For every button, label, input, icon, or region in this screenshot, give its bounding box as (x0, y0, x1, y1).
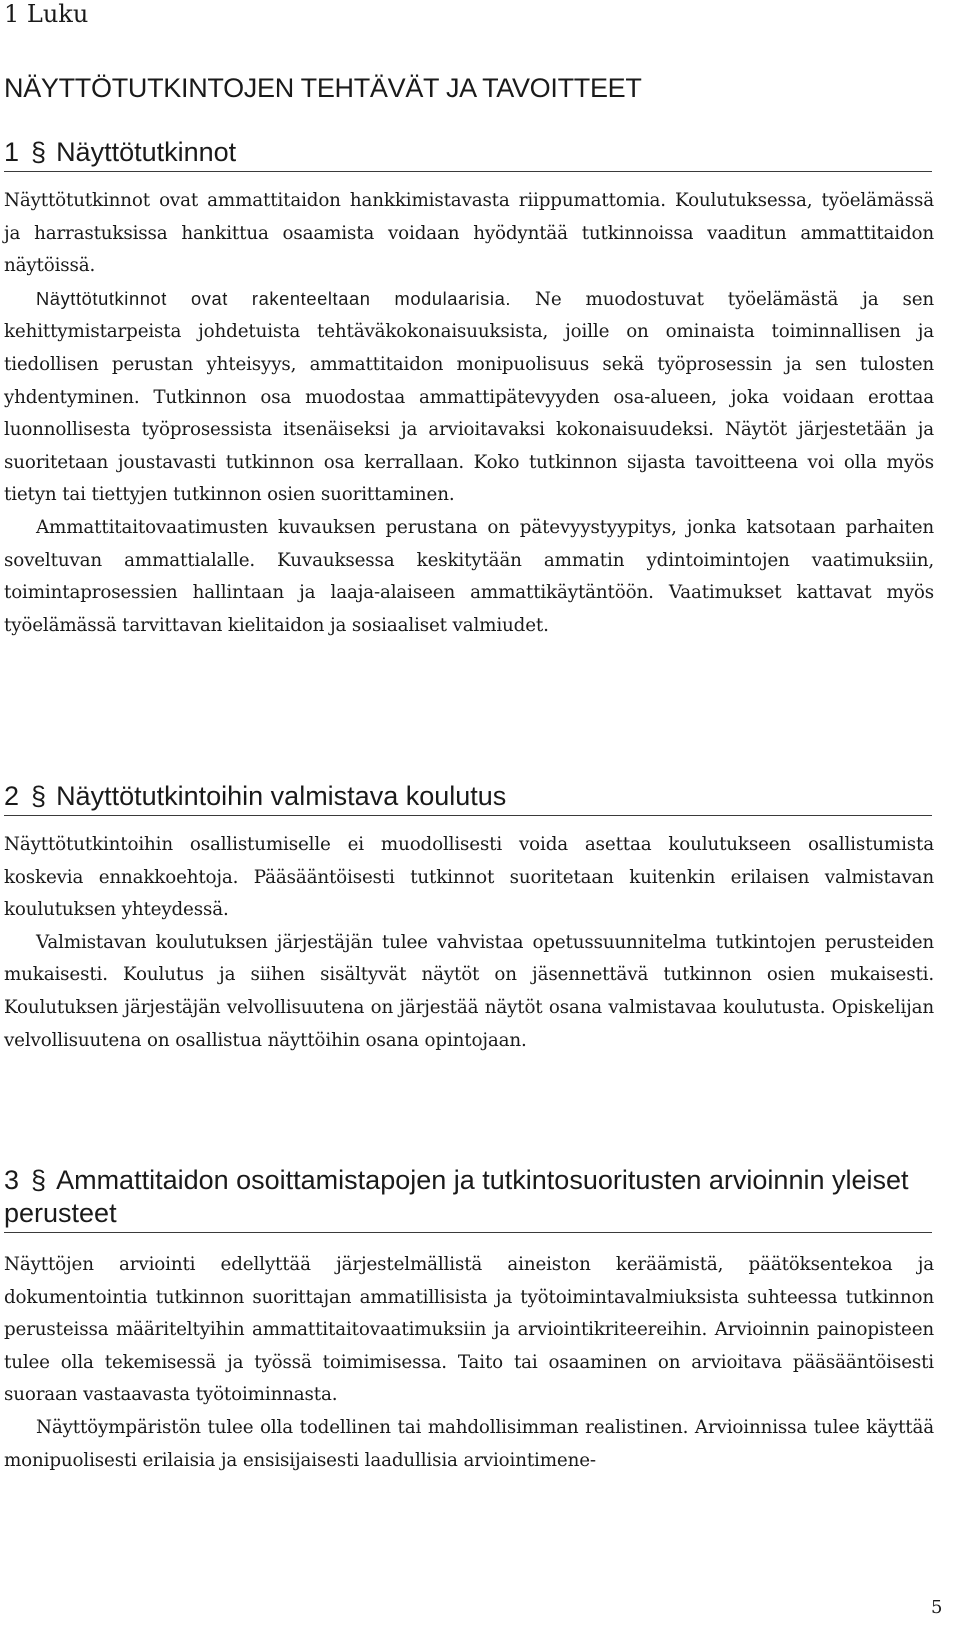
paragraph: Ammattitaitovaatimusten kuvauksen perustana on pätevyystyypitys, jonka katsotaan parhaiten soveltuvan ammattialalle. Kuvauksessa keskitytään ammatin ydintoimintojen vaatimuksiin, toimintaprosessien hallintaan ja laaja-alaiseen ammattikäytäntöön. Vaatimukset kattavat myös työelämässä tarvittavan kielitaidon ja sosiaaliset valmiudet. (4, 516, 934, 636)
section-3-heading (4, 1164, 932, 1233)
section-3-body (4, 1249, 934, 1477)
chapter-title: NÄYTTÖTUTKINTOJEN TEHTÄVÄT JA TAVOITTEET (4, 73, 642, 103)
section-title: Näyttötutkintoihin valmistava koulutus (56, 781, 507, 811)
paragraph (4, 283, 934, 512)
page-number: 5 (931, 1597, 943, 1618)
section-symbol: § (31, 137, 47, 167)
section-title: Ammattitaidon osoittamistapojen ja tutkintosuoritusten arvioinnin yleiset perusteet (4, 1165, 909, 1228)
chapter-label: 1 Luku (4, 0, 89, 28)
paragraph: Näyttöjen arviointi edellyttää järjestelmällistä aineiston keräämistä, päätöksentekoa ja dokumentointia tutkinnon suorittajan ammatillisista ja työtoimintavalmiuksista suhteessa tutkinnon perusteissa määriteltyihin ammattitaitovaatimuksiin ja arviointikriteereihin. Arvioinnin painopisteen tulee olla tekemisessä ja työssä toimimisessa. Taito tai osaaminen on arvioitava pääsääntöisesti suoraan vastaavasta työtoiminnasta. (4, 1254, 934, 1406)
section-1-body (4, 185, 934, 642)
paragraph: Näyttötutkintoihin osallistumiselle ei muodollisesti voida asettaa koulutukseen osallistumista koskevia ennakkoehtoja. Pääsääntöisesti tutkinnot suoritetaan kuitenkin erilaisen valmistavan koulutuksen yhteydessä. (4, 834, 934, 921)
section-2-heading (4, 780, 932, 816)
paragraph: Valmistavan koulutuksen järjestäjän tulee vahvistaa opetussuunnitelma tutkintojen perusteiden mukaisesti. Koulutus ja siihen sisältyvät näytöt on jäsennettävä tutkinnon osien mukaisesti. Koulutuksen järjestäjän velvollisuutena on järjestää näytöt osana valmistavaa koulutusta. Opiskelijan velvollisuutena on osallistua näyttöihin osana opintojaan. (4, 931, 934, 1051)
section-number: 1 (4, 137, 20, 167)
section-2-body (4, 829, 934, 1057)
paragraph: Näyttöympäristön tulee olla todellinen tai mahdollisimman realistinen. Arvioinnissa tulee käyttää monipuolisesti erilaisia ja ensisijaisesti laadullisia arviointimene- (4, 1416, 934, 1471)
section-symbol: § (31, 1165, 47, 1195)
section-number: 3 (4, 1165, 20, 1195)
section-number: 2 (4, 781, 20, 811)
paragraph-continuation: Ne muodostuvat työelämästä ja sen kehittymistarpeista johdetuista tehtäväkokonaisuuksista, joille on ominaista toiminnallisen ja tiedollisen perustan yhteisyys, ammattitaidon monipuolisuus sekä työprosessin ja sen tulosten yhdentyminen. Tutkinnon osa muodostaa ammattipätevyyden osa-alueen, joka voidaan erottaa luonnollisesta työprosessista itsenäiseksi ja arvioitavaksi kokonaisuudeksi. Näytöt järjestetään ja suoritetaan joustavasti tutkinnon osa kerrallaan. Koko tutkinnon sijasta tavoitteena voi olla myös tietyn tai tiettyjen tutkinnon osien suorittaminen. (4, 288, 934, 506)
section-1-heading (4, 136, 932, 172)
paragraph: Näyttötutkinnot ovat ammattitaidon hankkimistavasta riippumattomia. Koulutuksessa, työelämässä ja harrastuksissa hankittua osaamista voidaan hyödyntää tutkinnoissa vaaditun ammattitaidon näytöissä. (4, 190, 934, 277)
section-title: Näyttötutkinnot (56, 137, 237, 167)
section-symbol: § (31, 781, 47, 811)
sans-sentence: Näyttötutkinnot ovat rakenteeltaan modulaarisia. (36, 287, 512, 309)
